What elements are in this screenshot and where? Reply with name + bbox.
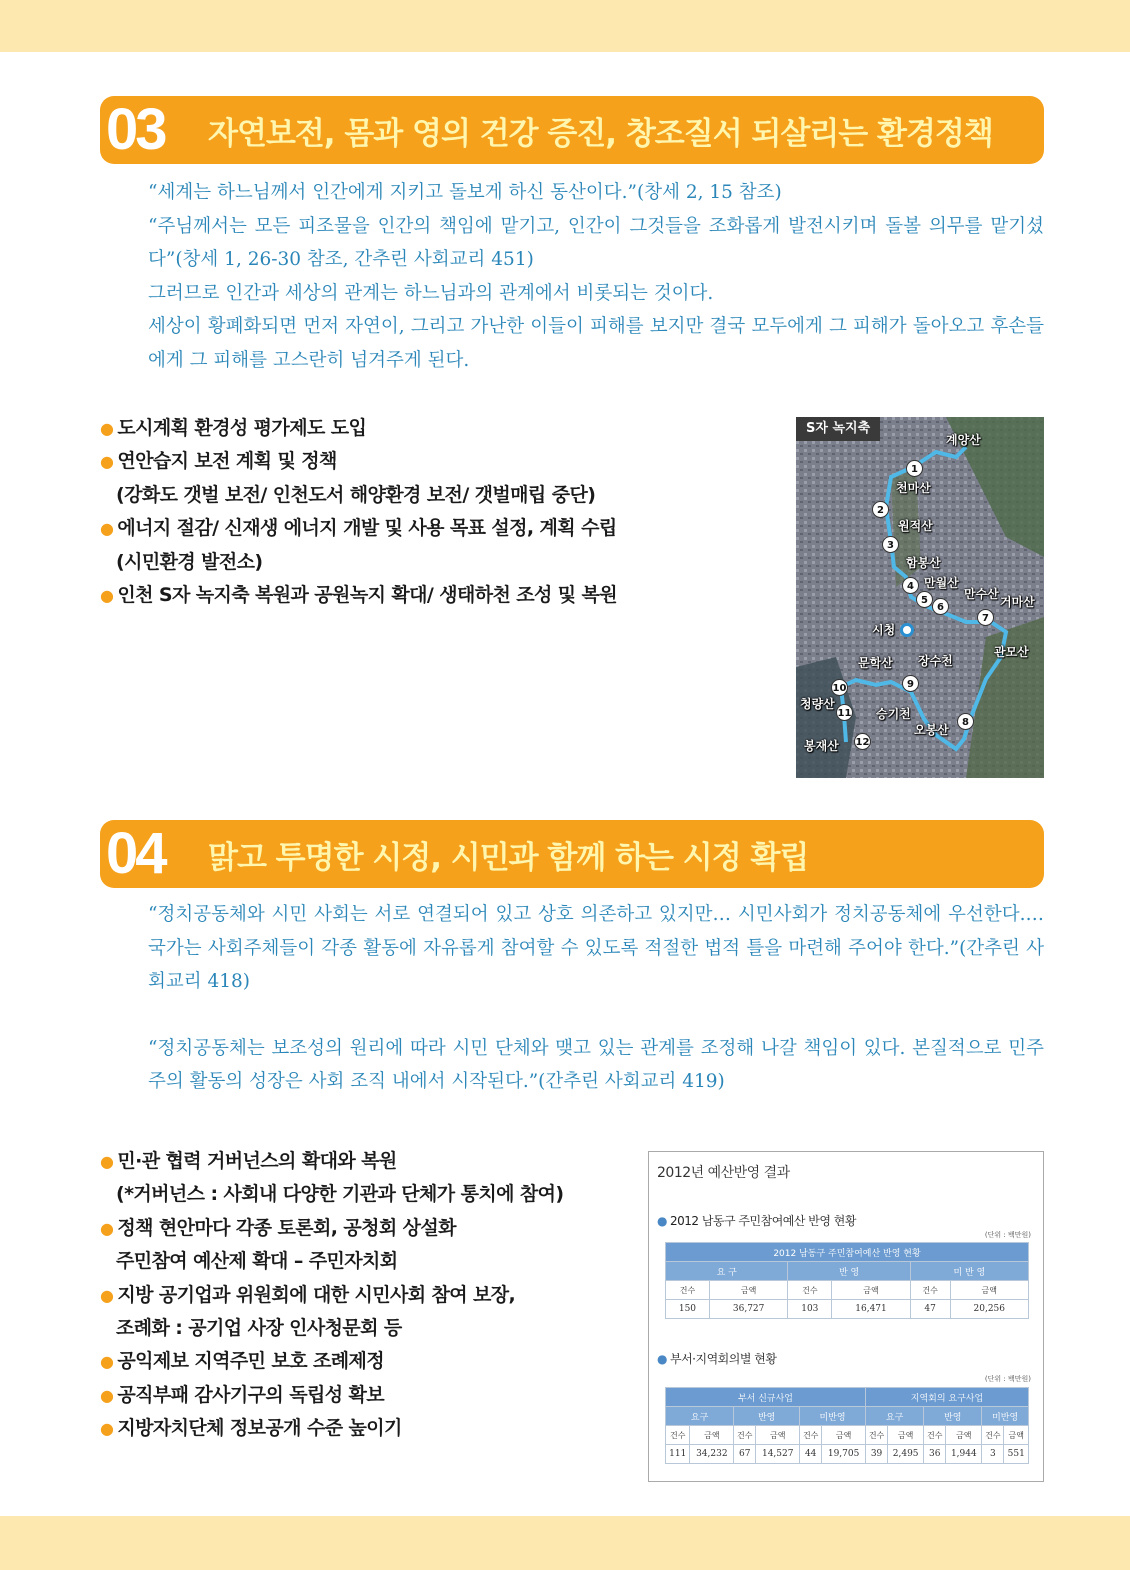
bottom-band xyxy=(0,1516,1130,1570)
budget-result-figure xyxy=(648,1151,1044,1482)
table-col-header: 건수 xyxy=(788,1281,832,1300)
table-col-header: 금액 xyxy=(709,1281,787,1300)
section-03-bullets xyxy=(100,412,617,612)
bullet-continuation: (강화도 갯벌 보전/ 인천도서 해양환경 보전/ 갯벌매립 중단) xyxy=(116,483,596,506)
table-cell: 19,705 xyxy=(822,1445,866,1464)
section-number: 03 xyxy=(106,97,165,162)
table-col-header: 건수 xyxy=(865,1426,887,1445)
table-cell: 1,944 xyxy=(946,1445,982,1464)
map-place-label: 계양산 xyxy=(946,433,981,447)
table-col-header: 건수 xyxy=(734,1426,756,1445)
table-group-header: 요 구 xyxy=(666,1262,788,1281)
section-04-quotes xyxy=(148,898,1044,1099)
section-04-header xyxy=(100,820,1044,888)
map-route-number: 6 xyxy=(932,598,949,615)
table-col-header: 금액 xyxy=(832,1281,910,1300)
bullet-continuation: 주민참여 예산제 확대 – 주민자치회 xyxy=(116,1250,398,1273)
table-col-header: 건수 xyxy=(666,1281,710,1300)
bullet-dot: ● xyxy=(100,1218,114,1238)
table-cell: 111 xyxy=(666,1445,690,1464)
budget-table-2 xyxy=(665,1387,1029,1464)
table-cell: 39 xyxy=(865,1445,887,1464)
budget-table-1 xyxy=(665,1242,1029,1319)
bullet-item: ● 인천 S자 녹지축 복원과 공원녹지 확대/ 생태하천 조성 및 복원 xyxy=(100,584,618,607)
bullet-dot: ● xyxy=(100,1152,114,1171)
map-place-label: 시청 xyxy=(872,623,896,637)
map-route-number: 4 xyxy=(902,577,919,594)
table-cell: 103 xyxy=(788,1300,832,1319)
bullet-dot: ● xyxy=(100,1352,114,1372)
budget-subtitle: ● 2012 남동구 주민참여예산 반영 현황 xyxy=(657,1214,856,1228)
budget-figure-title: 2012년 예산반영 결과 xyxy=(657,1165,790,1181)
map-place-label: 거마산 xyxy=(1000,595,1035,609)
table-col-header: 금액 xyxy=(690,1426,734,1445)
table-cell: 20,256 xyxy=(950,1300,1029,1319)
map-place-label: 원적산 xyxy=(898,519,933,533)
table-col-header: 건수 xyxy=(910,1281,950,1300)
table-subgroup-header: 반영 xyxy=(924,1407,982,1426)
bullet-item: ● 공직부패 감사기구의 독립성 확보 xyxy=(100,1383,384,1406)
unit-note: (단위 : 백만원) xyxy=(984,1231,1031,1239)
map-route-number: 9 xyxy=(902,675,919,692)
bullet-continuation: 조례화 : 공기업 사장 인사청문회 등 xyxy=(116,1317,402,1340)
bullet-dot: ● xyxy=(100,1419,114,1439)
table-cell: 67 xyxy=(734,1445,756,1464)
bullet-continuation: (시민환경 발전소) xyxy=(116,550,263,573)
table-cell: 47 xyxy=(910,1300,950,1319)
map-route-number: 8 xyxy=(957,713,974,730)
map-place-label: 만월산 xyxy=(924,576,959,590)
table-group-header: 지역회의 요구사업 xyxy=(865,1388,1028,1407)
table-cell: 14,527 xyxy=(756,1445,800,1464)
table-cell: 34,232 xyxy=(690,1445,734,1464)
bullet-dot: ● xyxy=(100,1285,114,1305)
table-col-header: 금액 xyxy=(946,1426,982,1445)
bullet-continuation: (*거버넌스 : 사회내 다양한 기관과 단체가 통치에 참여) xyxy=(116,1183,564,1206)
map-place-label: 함봉산 xyxy=(906,556,941,570)
bullet-item: ● 정책 현안마다 각종 토론회, 공청회 상설화 xyxy=(100,1216,456,1239)
map-route-number: 3 xyxy=(882,536,899,553)
map-place-label: 관모산 xyxy=(994,645,1029,659)
table-col-header: 건수 xyxy=(800,1426,822,1445)
table-cell: 44 xyxy=(800,1445,822,1464)
table-caption: 2012 남동구 주민참여예산 반영 현황 xyxy=(666,1243,1029,1262)
table-col-header: 건수 xyxy=(982,1426,1004,1445)
quote-line: 그러므로 인간과 세상의 관계는 하느님과의 관계에서 비롯되는 것이다. xyxy=(148,282,714,304)
table-col-header: 금액 xyxy=(1004,1426,1029,1445)
section-number: 04 xyxy=(106,821,165,886)
table-col-header: 금액 xyxy=(888,1426,924,1445)
table-subgroup-header: 요구 xyxy=(666,1407,734,1426)
map-route-number: 1 xyxy=(906,460,923,477)
unit-note: (단위 : 백만원) xyxy=(984,1375,1031,1383)
bullet-dot: ● xyxy=(100,586,114,606)
table-cell: 36 xyxy=(924,1445,946,1464)
s-green-axis-map xyxy=(796,417,1044,778)
table-col-header: 건수 xyxy=(666,1426,690,1445)
bullet-square-icon: ● xyxy=(657,1352,667,1366)
bullet-item: ● 민·관 협력 거버넌스의 확대와 복원 xyxy=(100,1150,397,1172)
quote-paragraph: “정치공동체와 시민 사회는 서로 연결되어 있고 상호 의존하고 있지만… 시민사회가 정치공동체에 우선한다.… 국가는 사회주체들이 각종 활동에 자유롭게 참여할 수 있도록 적절한 법적 틀을 마련해 주어야 한다.”(간추린 사회교리 418) xyxy=(148,904,1044,992)
table-group-header: 미 반 영 xyxy=(910,1262,1028,1281)
table-cell: 36,727 xyxy=(709,1300,787,1319)
map-route-number: 11 xyxy=(836,704,853,721)
bullet-item: ● 공익제보 지역주민 보호 조례제정 xyxy=(100,1350,384,1373)
table-col-header: 금액 xyxy=(950,1281,1029,1300)
section-03-quotes xyxy=(148,176,1044,377)
map-route-number: 5 xyxy=(916,591,933,608)
map-place-label: 문학산 xyxy=(858,656,893,670)
bullet-item: ● 도시계획 환경성 평가제도 도입 xyxy=(100,417,367,439)
table-subgroup-header: 미반영 xyxy=(982,1407,1029,1426)
map-place-label: 장수천 xyxy=(918,654,953,668)
map-route-number: 10 xyxy=(831,679,848,696)
map-tag: S자 녹지축 xyxy=(796,417,880,441)
map-place-label: 승기천 xyxy=(876,707,911,721)
quote-line: “세계는 하느님께서 인간에게 지키고 돌보게 하신 동산이다.”(창세 2, 15 참조) xyxy=(148,182,782,203)
table-group-header: 부서 신규사업 xyxy=(666,1388,866,1407)
map-place-label: 청량산 xyxy=(800,697,835,711)
table-col-header: 금액 xyxy=(822,1426,866,1445)
map-route-number: 2 xyxy=(872,501,889,518)
city-hall-marker-icon xyxy=(900,623,914,637)
table-subgroup-header: 반영 xyxy=(734,1407,800,1426)
table-subgroup-header: 요구 xyxy=(865,1407,923,1426)
bullet-item: ● 연안습지 보전 계획 및 정책 xyxy=(100,450,337,473)
bullet-dot: ● xyxy=(100,519,114,539)
map-place-label: 만수산 xyxy=(964,587,999,601)
bullet-square-icon: ● xyxy=(657,1214,667,1228)
bullet-dot: ● xyxy=(100,419,114,438)
section-04-bullets xyxy=(100,1145,563,1446)
top-band xyxy=(0,0,1130,52)
map-route-number: 7 xyxy=(977,609,994,626)
quote-paragraph: “정치공동체는 보조성의 원리에 따라 시민 단체와 맺고 있는 관계를 조정해 나갈 책임이 있다. 본질적으로 민주주의 활동의 성장은 사회 조직 내에서 시작된다.”(간추린 사회교리 419) xyxy=(148,1037,1044,1092)
table-cell: 16,471 xyxy=(832,1300,910,1319)
table-group-header: 반 영 xyxy=(788,1262,910,1281)
bullet-dot: ● xyxy=(100,452,114,472)
map-route-number: 12 xyxy=(854,733,871,750)
bullet-item: ● 지방 공기업과 위원회에 대한 시민사회 참여 보장, xyxy=(100,1283,516,1306)
table-col-header: 금액 xyxy=(756,1426,800,1445)
table-cell: 150 xyxy=(666,1300,710,1319)
section-title: 맑고 투명한 시정, 시민과 함께 하는 시정 확립 xyxy=(208,839,809,876)
map-place-label: 오봉산 xyxy=(914,723,949,737)
table-subgroup-header: 미반영 xyxy=(800,1407,866,1426)
quote-line: 세상이 황폐화되면 먼저 자연이, 그리고 가난한 이들이 피해를 보지만 결국 모두에게 그 피해가 돌아오고 후손들에게 그 피해를 고스란히 넘겨주게 된다. xyxy=(148,316,1044,371)
bullet-item: ● 에너지 절감/ 신재생 에너지 개발 및 사용 목표 설정, 계획 수립 xyxy=(100,517,617,540)
table-col-header: 건수 xyxy=(924,1426,946,1445)
section-title: 자연보전, 몸과 영의 건강 증진, 창조질서 되살리는 환경정책 xyxy=(208,115,993,152)
quote-line: “주님께서는 모든 피조물을 인간의 책임에 맡기고, 인간이 그것들을 조화롭게 발전시키며 돌볼 의무를 맡기셨다”(창세 1, 26-30 참조, 간추린 사회교리 451) xyxy=(148,215,1044,270)
table-cell: 551 xyxy=(1004,1445,1029,1464)
bullet-dot: ● xyxy=(100,1385,114,1405)
map-place-label: 천마산 xyxy=(896,481,931,495)
bullet-item: ● 지방자치단체 정보공개 수준 높이기 xyxy=(100,1417,402,1440)
budget-subtitle: ● 부서·지역회의별 현황 xyxy=(657,1352,777,1366)
map-place-label: 봉재산 xyxy=(804,739,839,753)
table-cell: 3 xyxy=(982,1445,1004,1464)
table-cell: 2,495 xyxy=(888,1445,924,1464)
section-03-header xyxy=(100,96,1044,164)
